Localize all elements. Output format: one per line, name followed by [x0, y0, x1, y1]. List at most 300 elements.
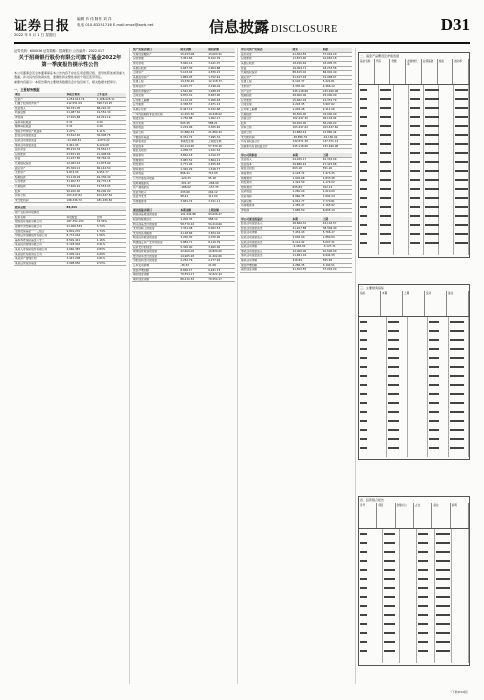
grid-cell-mark [410, 170, 420, 172]
grid-cell-mark [455, 170, 468, 172]
grid-column [408, 317, 428, 457]
cell-value: 0.91% [96, 243, 126, 248]
grid-cell-mark [436, 542, 450, 544]
grid-cell-mark [380, 116, 391, 118]
grid-cell-mark [425, 116, 439, 118]
table-row [240, 245, 352, 250]
row-label: 归属于股东的净资产 [14, 102, 66, 107]
row-label: 投资活动现金流量 [14, 139, 66, 144]
row-label: 税金及附加 [132, 149, 179, 154]
cell-value: 18,220.46 [292, 62, 322, 67]
cell-value: 3,681.74 [179, 199, 207, 204]
table-row [132, 213, 235, 218]
grid-cell-mark [425, 134, 439, 136]
grid-cell-mark [384, 623, 395, 625]
table-row [132, 250, 235, 255]
cell-value: 93,006.27 [207, 213, 235, 218]
row-label: 递延所得税资产 [132, 89, 179, 94]
table-row [14, 261, 126, 266]
row-label: 盈余公积 [132, 130, 179, 135]
grid-header [359, 59, 469, 85]
issue-date: 2022 年 5 月 1 日 星期日 [14, 33, 57, 37]
grid-column [359, 529, 383, 663]
cell-value: 49,336.40 [96, 175, 126, 180]
cell-value: 33.34% [96, 220, 126, 225]
grid-cell-mark [450, 321, 464, 323]
cell-value: 2,305.40 [207, 126, 235, 131]
contact-line: 电话 010-83251716 E-mail:zmzx@zqrb.net [77, 23, 154, 27]
grid-cell-mark [384, 641, 395, 643]
cell-value: 96,118.94 [322, 117, 352, 122]
grid-cell-mark [360, 197, 367, 199]
cell-value: 11,873.09 [96, 161, 126, 166]
cell-value: 2,338.57 [179, 103, 207, 108]
cell-value: 6,520,441 [66, 238, 96, 243]
cell-value: 1,904.06 [292, 176, 322, 181]
grid-cell-mark [388, 357, 399, 359]
grid-cell-mark [388, 420, 399, 422]
grid-cell-mark [418, 650, 428, 652]
row-label: 支付的各项税费 [132, 231, 179, 236]
cell-value: 2,277.26 [207, 259, 235, 264]
section-title-cn: 信息披露 [209, 18, 270, 36]
cell-value: 1,833.48 [322, 176, 352, 181]
grid-cell-mark [429, 447, 439, 449]
cell-value: 2,198.04 [207, 85, 235, 90]
grid-cell-mark [360, 107, 367, 109]
grid-cell-mark [388, 438, 399, 440]
cell-value: 398,713.25 [96, 102, 126, 107]
row-label: 销售费用 [132, 153, 179, 158]
cell-value: 14,905.28 [179, 254, 207, 259]
cell-value: 233.60 [179, 190, 207, 195]
grid-cell-mark [360, 134, 367, 136]
cell-value: 79,554.17 [96, 148, 126, 153]
table-row [14, 198, 126, 203]
cell-value: 2,971.12 [207, 103, 235, 108]
cell-value: 1,356.27 [292, 204, 322, 209]
grid-cell-mark [360, 623, 367, 625]
cell-value: 本期金额 [179, 208, 207, 212]
row-label: 现金流量表项目 [132, 208, 179, 212]
grid-header [359, 291, 469, 317]
table-row [240, 71, 352, 76]
cell-value: 204.12 [207, 190, 235, 195]
row-label: 营业外收入 [132, 190, 179, 195]
grid-cell-mark [450, 357, 464, 359]
row-label: 资产减值损失 [132, 186, 179, 191]
cell-value: 588.21 [207, 121, 235, 126]
cell-value: 84,213 [66, 206, 96, 210]
grid-cell-mark [418, 605, 428, 607]
grid-cell-mark [410, 242, 420, 244]
table-row [240, 222, 352, 227]
grid-column [449, 317, 469, 457]
grid-column [400, 529, 417, 663]
row-label: 某某信托有限责任公司 [14, 252, 66, 257]
row-label: 支付给职工的现金 [132, 227, 179, 232]
grid-cell-mark [360, 596, 367, 598]
cell-value: 4,218.35 [292, 103, 322, 108]
grid-cell-mark [450, 429, 464, 431]
grid-header-cell: 占比 [414, 503, 432, 528]
grid-header-cell: 项目 [377, 503, 395, 528]
row-label: 所得税费用 [132, 199, 179, 204]
row-label: 总资产 [14, 97, 66, 102]
cell-value: 2,630.00 [292, 236, 322, 241]
cell-value: 72,553.03 [96, 184, 126, 189]
cell-value: 25,000.00 [322, 94, 352, 99]
cell-value: 4,662.18 [179, 153, 207, 158]
grid-column [409, 85, 424, 255]
cell-value: -38,856.70 [292, 135, 322, 140]
row-label: 筹资活动现金流入 [240, 249, 292, 254]
grid-cell-mark [425, 125, 439, 127]
cell-value: 21,880.44 [322, 130, 352, 135]
notice-title: 关于招商银行股份有限公司旗下基金2022年第一季度报告提示性公告 [18, 55, 122, 68]
cell-value: 21.08 [207, 263, 235, 268]
cell-value: 12,063.44 [66, 161, 96, 166]
row-label: 管理费用 [132, 158, 179, 163]
table-row [132, 259, 235, 264]
cell-value: 9,801,270 [66, 229, 96, 234]
grid-cell-mark [410, 197, 420, 199]
cell-value: 41,207.88 [292, 226, 322, 231]
grid-cell-mark [380, 152, 391, 154]
grid-cell-mark [455, 215, 468, 217]
cell-value: 98.41 [179, 195, 207, 200]
cell-value: 9,944.35 [322, 254, 352, 259]
cell-value: 66,142.50 [96, 166, 126, 171]
grid-header-cell: 本期 [381, 291, 403, 316]
cell-value: 38,764.31 [96, 157, 126, 162]
cell-value: -44,156.92 [322, 135, 352, 140]
grid-cell-mark [418, 560, 428, 562]
section-heading: 一、主要财务数据 [14, 87, 40, 92]
grid-cell-mark [360, 170, 367, 172]
cell-value: 9,874.03 [66, 171, 96, 176]
cell-value: 31,447.18 [292, 75, 322, 80]
grid-cell-mark [429, 375, 439, 377]
grid-caption: 三、主要财务指标 [360, 286, 385, 290]
grid-body [359, 317, 469, 457]
row-label: 负债和所有者权益总计 [240, 144, 292, 149]
cell-value: 2,015.77 [179, 85, 207, 90]
grid-cell-mark [425, 161, 439, 163]
grid-cell-mark [429, 402, 439, 404]
column-4 [358, 48, 470, 684]
grid-cell-mark [436, 587, 450, 589]
grid-cell-mark [380, 179, 391, 181]
cell-value: 4.27% [66, 129, 96, 134]
cell-value: 1.74% [96, 229, 126, 234]
row-label: 一年内到期的非流动负债 [132, 112, 179, 117]
cell-value: 1,253,613.74 [66, 97, 96, 102]
cell-value: 4,876.15 [207, 71, 235, 76]
cell-value: 96,331.05 [66, 106, 96, 111]
row-label: 研发费用 [132, 163, 179, 168]
grid-cell-mark [450, 330, 464, 332]
cell-value: 4,330.90 [292, 85, 322, 90]
grid-cell-mark [418, 587, 428, 589]
row-label: 营业收入 [14, 106, 66, 111]
grid-header-cell: 业绩基准 [422, 59, 438, 84]
row-label: 长期借款 [14, 184, 66, 189]
row-label: 财务费用 [132, 167, 179, 172]
cell-value: 3,200.00 [179, 236, 207, 241]
grid-cell-mark [380, 134, 391, 136]
grid-header-cell: 备注 [447, 291, 469, 316]
balance-sheet-table [132, 48, 235, 204]
cell-value: 6,120.08 [96, 143, 126, 148]
grid-cell-mark [450, 384, 464, 386]
grid-cell-mark [380, 143, 391, 145]
grid-cell-mark [360, 393, 367, 395]
cell-value: 8,960.35 [292, 195, 322, 200]
table-row [14, 161, 126, 166]
cell-value: 2,118.74 [292, 172, 322, 177]
cell-value: 2,150.00 [207, 236, 235, 241]
cell-value: 1,165.62 [322, 204, 352, 209]
row-label: 购买商品支付的现金 [132, 222, 179, 227]
row-label: 公允价值变动收益 [132, 176, 179, 181]
grid-cell-mark [436, 632, 450, 634]
row-label: 投资活动现金流入 [240, 236, 292, 241]
grid-cell-mark [425, 215, 439, 217]
cell-value: 79,554.17 [179, 273, 207, 278]
cell-value: 21,880.44 [292, 130, 322, 135]
grid-cell-mark [455, 233, 468, 235]
grid-cell-mark [455, 107, 468, 109]
cell-value: 37,016.20 [322, 52, 352, 57]
grid-cell-mark [436, 533, 450, 535]
grid-cell-mark [360, 179, 367, 181]
grid-cell-mark [384, 614, 395, 616]
grid-cell-mark [360, 587, 367, 589]
cell-value: 上期发生额 [207, 140, 235, 145]
grid-cell-mark [429, 330, 439, 332]
cell-value: 48,660.31 [292, 222, 322, 227]
cell-value: 8,656.17 [179, 268, 207, 273]
grid-cell-mark [360, 542, 367, 544]
cell-value: 2,219.06 [179, 126, 207, 131]
cell-value: 1,340.29 [179, 167, 207, 172]
grid-cell-mark [388, 330, 399, 332]
table-row [132, 231, 235, 236]
table-row [132, 112, 235, 117]
row-label: 货币资金 [14, 148, 66, 153]
cell-value: 1,108,425.11 [96, 97, 126, 102]
cell-value: 34,000.00 [322, 112, 352, 117]
grid-cell-mark [360, 357, 367, 359]
cell-value: 11,681.16 [292, 254, 322, 259]
grid-body [359, 529, 469, 663]
grid-caption: 二、基金产品概况及净值表现 [360, 54, 400, 58]
row-label: 项目 [14, 93, 66, 97]
table-row [132, 89, 235, 94]
row-label: 其他应付款 [132, 108, 179, 113]
cell-value: 187,352,104 [66, 220, 96, 225]
grid-column [387, 317, 407, 457]
grid-cell-mark [455, 143, 468, 145]
cell-value: 23,551.20 [66, 152, 96, 157]
cell-value: 28,000.00 [292, 94, 322, 99]
grid-cell-mark [436, 578, 450, 580]
cell-value: 7,692.24 [322, 195, 352, 200]
grid-cell-mark [384, 542, 395, 544]
grid-cell-mark [410, 116, 420, 118]
newspaper-logo: 证券日报 [14, 19, 71, 34]
table-row [132, 277, 235, 282]
cell-value: 95.18 [207, 176, 235, 181]
cell-value: 3,447,208 [66, 257, 96, 262]
notice-code: 证券代码：600036 证券简称：招商银行 公告编号：2022-017 [14, 49, 105, 53]
table-row [240, 208, 352, 213]
cell-value: 40,332.09 [322, 158, 352, 163]
row-label: 筹资活动现金流出 [240, 254, 292, 259]
grid-cell-mark [360, 569, 367, 571]
row-label: 某某人寿保险股份有限公司 [14, 247, 66, 252]
row-label: 交易性金融资产 [132, 52, 179, 57]
cell-value: 9,951.77 [96, 171, 126, 176]
grid-cell-mark [436, 623, 450, 625]
grid-column [428, 317, 448, 457]
cell-value: 11,205.30 [179, 112, 207, 117]
cell-value: 111.09 [207, 195, 235, 200]
cell-value: 29,880.42 [292, 162, 322, 167]
cell-value: 5,766.17 [322, 231, 352, 236]
cell-value: 72,622.44 [207, 273, 235, 278]
grid-cell-mark [455, 206, 468, 208]
cell-value: 1,322.59 [292, 181, 322, 186]
grid-cell-mark [388, 321, 399, 323]
grid-cell-mark [429, 357, 439, 359]
grid-header-cell: 波动率 [453, 59, 469, 84]
cell-value: 比例 [96, 215, 126, 220]
cell-value: 17,405.88 [66, 116, 96, 121]
cell-value: 5,224.81 [322, 80, 352, 85]
cell-value: 37,016.20 [322, 268, 352, 273]
grid-cell-mark [436, 605, 450, 607]
cell-value: 8,331.72 [179, 135, 207, 140]
row-label: 营业成本 [240, 162, 292, 167]
cell-value: 3,907.62 [322, 103, 352, 108]
cell-value: 56,200.00 [96, 189, 126, 194]
cell-value: 8,774,016 [66, 234, 96, 239]
cell-value: 137,371.14 [322, 140, 352, 145]
cell-value: -36.52 [179, 263, 207, 268]
grid-cell-mark [410, 161, 420, 163]
cell-value: 44,205.17 [292, 158, 322, 163]
row-label: 母公司现金流量表 [240, 217, 292, 221]
cell-value: 1,902.48 [292, 108, 322, 113]
row-label: 分配股利支付的现金 [132, 259, 179, 264]
grid-cell-mark [436, 596, 450, 598]
row-label: 长期股权投资 [14, 161, 66, 166]
grid-cell-mark [455, 152, 468, 154]
cell-value: 603.18 [292, 167, 322, 172]
cell-value: 58,770.12 [179, 222, 207, 227]
cell-value: 5,103.92 [179, 71, 207, 76]
cell-value: -301.47 [179, 181, 207, 186]
row-label: 投资收益 [132, 172, 179, 177]
grid-cell-mark [360, 366, 367, 368]
grid-header-cell: 变动 [425, 291, 447, 316]
table-row [132, 75, 235, 80]
cell-value: 38,336.40 [322, 226, 352, 231]
row-label: 未分配利润 [240, 135, 292, 140]
grid-cell-mark [450, 348, 464, 350]
cell-value: 142,671.36 [292, 140, 322, 145]
cell-value: 6,902.53 [207, 227, 235, 232]
row-label: 某某投资管理有限公司 [14, 243, 66, 248]
column-1 [14, 48, 126, 684]
cell-value: 5,006.48 [207, 98, 235, 103]
cell-value: 2,252.79 [179, 259, 207, 264]
cell-value: 7,685.50 [292, 208, 322, 213]
grid-column [424, 85, 439, 255]
grid-cell-mark [384, 578, 395, 580]
cell-value: 10,448.02 [207, 112, 235, 117]
cell-value: 103,447.62 [96, 194, 126, 199]
row-label: 预付款项 [132, 62, 179, 67]
row-label: 现金净增加额 [132, 268, 179, 273]
masthead-rule [14, 42, 470, 44]
row-label: 未分配利润 [14, 198, 66, 203]
cell-value: 上期金额 [207, 208, 235, 212]
row-label: 租赁负债 [132, 117, 179, 122]
grid-cell-mark [429, 429, 439, 431]
cell-value: 11,402.66 [207, 254, 235, 259]
cell-value: 555.65 [322, 259, 352, 264]
grid-cell-mark [455, 224, 468, 226]
grid-cell-mark [455, 242, 468, 244]
grid-cell-mark [360, 447, 367, 449]
cell-value: 3,987.52 [179, 158, 207, 163]
cell-value: 3,804.11 [207, 158, 235, 163]
grid-column [359, 85, 379, 255]
row-label: 经营活动现金流入 [240, 222, 292, 227]
grid-header-cell: 序号 [359, 503, 377, 528]
grid-cell-mark [360, 438, 367, 440]
row-label: 信用减值损失 [132, 181, 179, 186]
cell-value: 8,116.39 [207, 240, 235, 245]
row-label: 经营活动净额 [240, 231, 292, 236]
row-label: 加权平均净资产收益率 [14, 129, 66, 134]
row-label: 股东名称 [14, 215, 66, 220]
cell-value: 1,174.02 [322, 181, 352, 186]
cell-value: 9,041.77 [292, 199, 322, 204]
cell-value: 19,552.30 [96, 111, 126, 116]
row-label: 短期借款 [14, 175, 66, 180]
grid-cell-mark [410, 134, 420, 136]
row-label: 应付账款 [14, 180, 66, 185]
cell-value: 13,004.51 [207, 52, 235, 57]
cell-value: 1,488.25 [207, 89, 235, 94]
grid-cell-mark [360, 321, 367, 323]
grid-cell-mark [388, 375, 399, 377]
grid-cell-mark [410, 107, 420, 109]
cell-value: 1,518.77 [207, 167, 235, 172]
grid-cell-mark [360, 551, 367, 553]
row-label: 营业利润 [240, 195, 292, 200]
cell-value: 62,114.90 [179, 144, 207, 149]
grid-cell-mark [410, 188, 420, 190]
row-label: 筹资活动现金流量 [14, 143, 66, 148]
cell-value: 0.29 [96, 125, 126, 130]
grid-column [417, 529, 434, 663]
row-label: 筹资活动净额 [240, 259, 292, 264]
